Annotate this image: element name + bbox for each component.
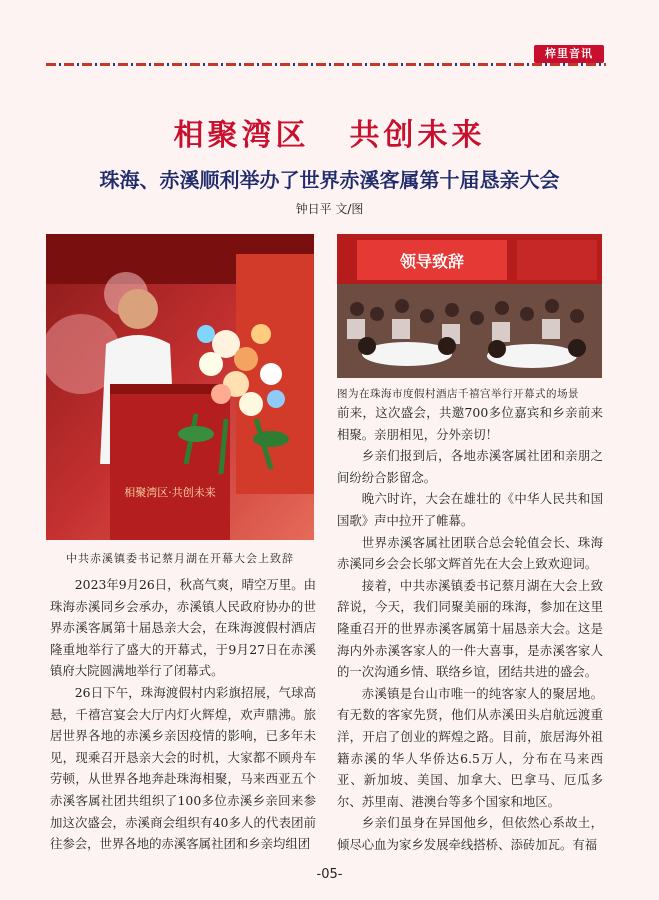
header-decorative-border (46, 63, 606, 66)
section-tag: 梓里音讯 (534, 45, 604, 63)
photo-caption-right: 图为在珠海市度假村酒店千禧宫举行开幕式的场景 (337, 388, 579, 400)
paragraph: 2023年9月26日，秋高气爽，晴空万里。由珠海赤溪同乡会承办，赤溪镇人民政府协办的世界赤溪客属第十届恳亲大会，在珠海渡假村酒店隆重地举行了盛大的开幕式，于9月27日在赤溪镇府大院圆满地举行了闭幕式。 (50, 577, 316, 679)
photo-caption-left: 中共赤溪镇委书记蔡月湖在开幕大会上致辞 (66, 552, 294, 565)
article-column-left (50, 574, 316, 855)
page-number: -05- (316, 867, 343, 882)
paragraph: 乡亲们虽身在异国他乡，但依然心系故土，倾尽心血为家乡发展牵线搭桥、添砖加瓦。有福 (337, 815, 603, 852)
paragraph: 前来，这次盛会，共邀700多位嘉宾和乡亲前来相聚。亲朋相见，分外亲切！ (337, 405, 603, 442)
podium-banner-text: 相聚湾区·共创未来 (124, 486, 216, 499)
article-subtitle: 珠海、赤溪顺利举办了世界赤溪客属第十届恳亲大会 (99, 168, 560, 192)
banquet-hall-photo (337, 234, 602, 378)
paragraph: 晚六时许，大会在雄壮的《中华人民共和国国歌》声中拉开了帷幕。 (337, 491, 603, 528)
paragraph: 乡亲们报到后，各地赤溪客属社团和亲朋之间纷纷合影留念。 (337, 448, 603, 485)
title-part-2: 共创未来 (349, 118, 486, 153)
hall-banner-text: 领导致辞 (399, 252, 465, 271)
paragraph: 世界赤溪客属社团联合总会轮值会长、珠海赤溪同乡会会长邬文辉首先在大会上致欢迎词。 (337, 534, 603, 572)
title-part-1: 相聚湾区 (173, 118, 310, 153)
speaker-photo (46, 234, 314, 540)
paragraph: 赤溪镇是台山市唯一的纯客家人的聚居地。有无数的客家先贤，他们从赤溪田头启航远渡重洋，开启了创业的辉煌之路。目前，旅居海外祖籍赤溪的华人华侨达6.5万人，分布在马来西亚、新加坡、美国、加拿大、巴拿马、厄瓜多尔、苏里南、港澳台等多个国家和地区。 (337, 685, 603, 809)
paragraph: 26日下午，珠海渡假村内彩旗招展，气球高悬，千禧宫宴会大厅内灯火辉煌，欢声鼎沸。旅居世界各地的赤溪乡亲因疫情的影响，已多年未见，现乘召开恳亲大会的时机，大家都不顾舟车劳顿，从世界各地奔赴珠海相聚，马来西亚五个赤溪客属社团共组织了100多位赤溪乡亲回来参加这次盛会，赤溪商会组织有40多人的代表团前往参会，世界各地的赤溪客属社团和乡亲均组团 (50, 684, 316, 852)
paragraph: 接着，中共赤溪镇委书记蔡月湖在大会上致辞说，今天，我们同聚美丽的珠海，参加在这里隆重召开的世界赤溪客属第十届恳亲大会。这是海内外赤溪客家人的一件大喜事，是赤溪客家人的一次沟通乡情、联络乡谊，团结共进的盛会。 (337, 577, 603, 680)
article-title (0, 110, 659, 154)
article-column-right (337, 402, 603, 855)
byline: 钟日平 文/图 (295, 202, 364, 216)
